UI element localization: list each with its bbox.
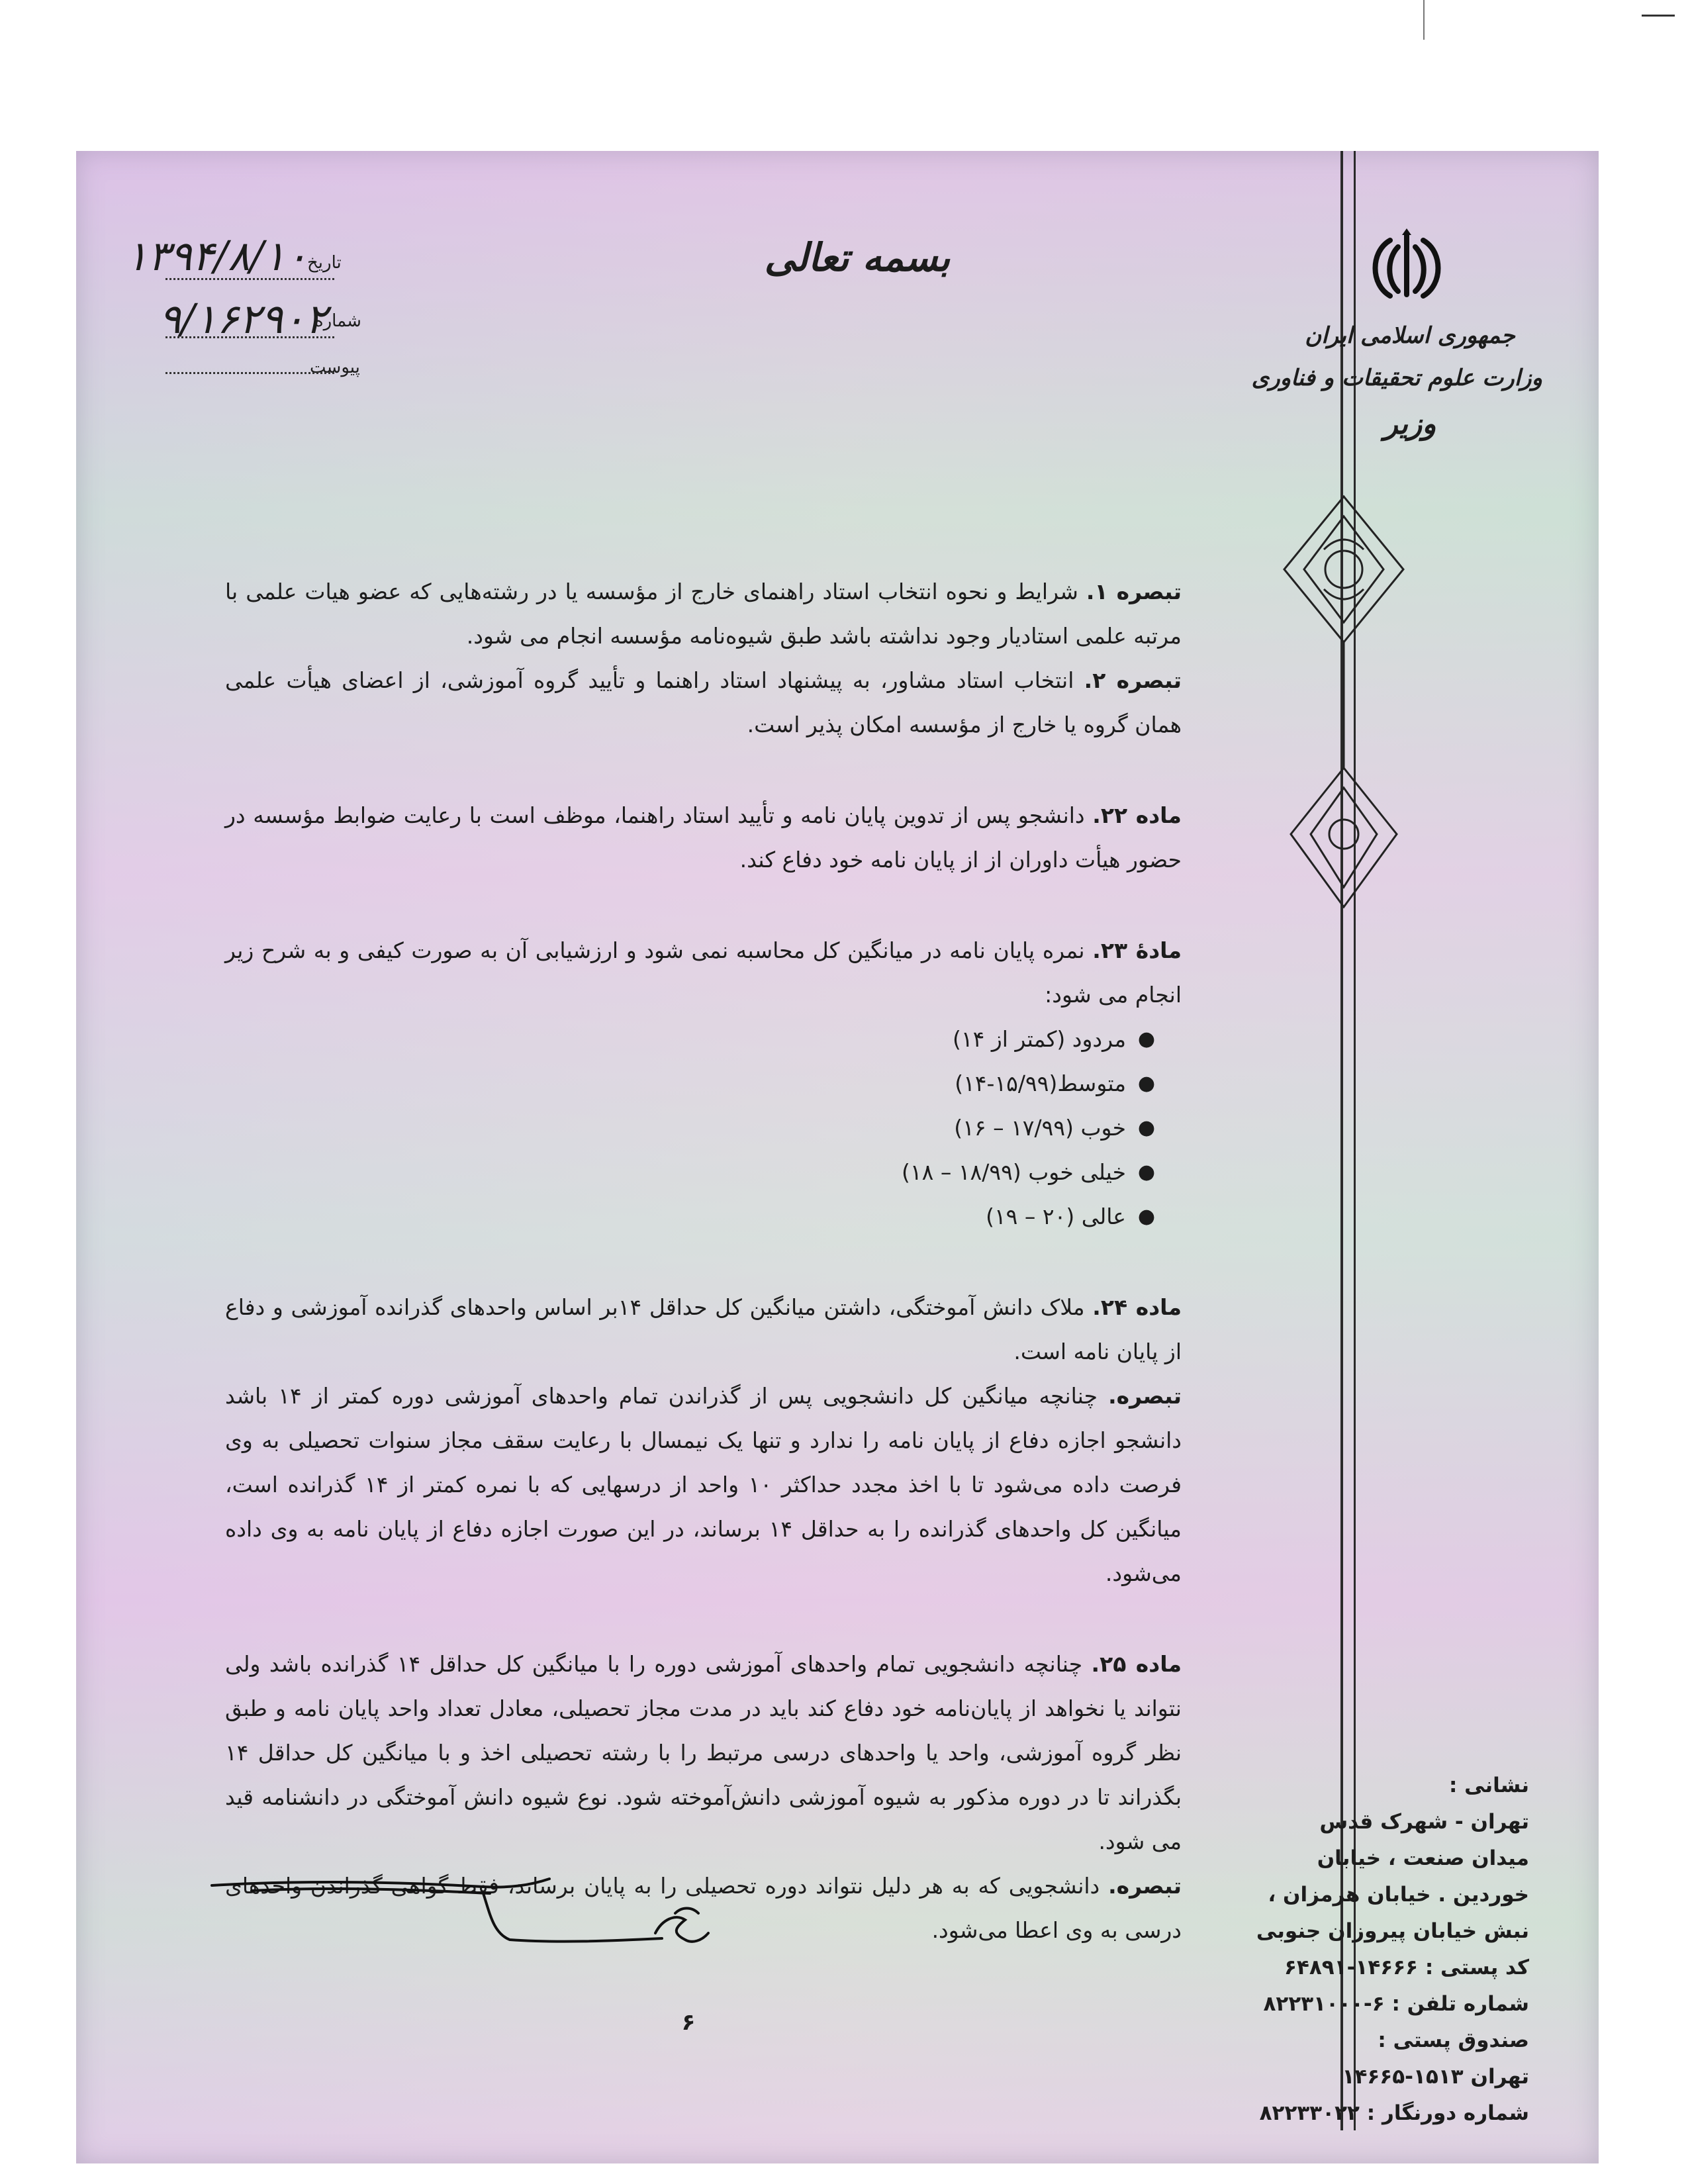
bullet-icon: ● [1137,1116,1155,1139]
scan-edge-mark [1423,0,1425,40]
article-25-label: ماده ۲۵. [1091,1651,1182,1677]
note-24-text: چنانچه میانگین کل دانشجویی پس از گذراندن تمام واحدهای آموزشی دوره کمتر از ۱۴ باشد دانشجو اجازه دفاع از پایان نامه را ندارد و تنها یک نیمسال با رعایت سقف مجاز سنوات تحصیلی به وی فرصت داده می‌شود تا با اخذ مجدد حداکثر ۱۰ واحد از درسهایی که با نمره کمتر از ۱۴ گذرانده است، میانگین کل واحدهای گذرانده را به حداقل ۱۴ برساند، در این صورت اجازه دفاع از پایان نامه به وی داده می‌شود. [225,1383,1182,1586]
address-label: نشانی : [1448,1774,1529,1797]
article-22-label: ماده ۲۲. [1092,802,1182,828]
article-24-text: ملاک دانش آموختگی، داشتن میانگین کل حداقل ۱۴بر اساس واحدهای گذرانده آموزشی و دفاع از پایان نامه است. [225,1294,1182,1364]
note-25-text: دانشجویی که به هر دلیل نتواند دوره تحصیلی را به پایان برساند، فقط گواهی گذراندن واحدهای درسی به وی اعطا می‌شود. [225,1873,1182,1943]
article-24-label: ماده ۲۴. [1092,1294,1182,1320]
article-23-paragraph [225,928,1182,1017]
list-item: ● متوسط(۱۵/۹۹-۱۴) [225,1061,1155,1106]
note-25-label: تبصره. [1108,1873,1182,1899]
list-item: ● مردود (کمتر از ۱۴) [225,1017,1155,1061]
note-2-text: انتخاب استاد مشاور، به پیشنهاد استاد راهنما و تأیید گروه آموزشی، از اعضای هیأت علمی همان گروه یا خارج از مؤسسه امکان پذیر است. [225,667,1182,737]
address-line: میدان صنعت ، خیابان [1317,1846,1529,1870]
bullet-icon: ● [1137,1027,1155,1051]
note-1-text: شرایط و نحوه انتخاب استاد راهنمای خارج از مؤسسه یا در رشته‌هایی که عضو هیات علمی با مرتبه علمی استادیار وجود نداشته باشد طبق شیوه‌نامه مؤسسه انجام می شود. [225,579,1182,649]
article-23-text: نمره پایان نامه در میانگین کل محاسبه نمی شود و ارزشیابی آن به صورت کیفی و به شرح زیر انجام می شود: [225,937,1182,1008]
address-line: تهران - شهرک قدس [1319,1810,1529,1834]
note-24-paragraph [225,1374,1182,1595]
note-24-label: تبصره. [1108,1383,1182,1409]
list-item: ● عالی (۲۰ – ۱۹) [225,1194,1155,1239]
number-value: ۹/۱۶۲۹۰۲ [159,295,327,343]
phone-number: شماره تلفن : ۶-۸۲۲۳۱۰۰۰ [1263,1992,1529,2016]
article-25-paragraph [225,1642,1182,1864]
attachment-label: پیوست [310,357,360,377]
grade-list [225,1017,1182,1239]
article-22-paragraph [225,793,1182,882]
article-22-text: دانشجو پس از تدوین پایان نامه و تأیید استاد راهنما، موظف است با رعایت ضوابط مؤسسه در حضور هیأت داوران از از پایان نامه خود دفاع کند. [225,802,1182,873]
date-label: تاریخ [307,253,342,273]
number-underline [165,336,334,338]
note-2-paragraph [225,658,1182,747]
letter-body [225,569,1182,1952]
letterhead [1251,314,1542,446]
list-item: ● خیلی خوب (۱۸/۹۹ – ۱۸) [225,1150,1155,1194]
bullet-icon: ● [1137,1072,1155,1095]
letterhead-country: جمهوری اسلامی ایران [1305,322,1515,349]
letterhead-ministry: وزارت علوم تحقیقات و فناوری [1251,365,1542,391]
list-item: ● خوب (۱۷/۹۹ – ۱۶) [225,1106,1155,1150]
page-number: ۶ [681,2009,696,2036]
number-label: شماره [314,311,361,331]
postal-code: کد پستی : ۱۴۶۶۶-۶۴۸۹۱ [1284,1956,1529,1979]
bullet-icon: ● [1137,1161,1155,1184]
date-underline [165,278,334,280]
signature [199,1867,728,1966]
po-box-label: صندوق پستی : [1378,2028,1529,2052]
article-23-label: مادهٔ ۲۳. [1092,937,1182,963]
address-block [1256,1768,1529,2132]
iran-emblem-icon [1364,228,1450,308]
page-title: بسمه تعالی [764,235,951,280]
po-box: تهران ۱۵۱۳-۱۴۶۶۵ [1342,2065,1529,2089]
article-24-paragraph [225,1285,1182,1374]
attachment-underline [165,372,334,374]
address-line: نبش خیابان پیروزان جنوبی [1256,1919,1529,1943]
note-1-paragraph [225,569,1182,658]
bullet-icon: ● [1137,1205,1155,1228]
fax-number: شماره دورنگار : ۸۲۲۳۳۰۲۲ [1259,2101,1529,2125]
address-line: خوردین . خیابان هرمزان ، [1268,1883,1529,1907]
article-25-text: چنانچه دانشجویی تمام واحدهای آموزشی دوره را با میانگین کل حداقل ۱۴ گذرانده باشد ولی نتواند یا نخواهد از پایان‌نامه خود دفاع کند باید در مدت مجاز تحصیلی، معادل تعداد واحد پایان نامه و طبق نظر گروه آموزشی، واحد یا واحدهای درسی مرتبط را با رشته تحصیلی اخذ و با میانگین کل حداقل ۱۴ بگذراند تا در دوره مذکور به شیوه آموزشی دانش‌آموخته شود. نوع شیوه دانش آموختگی در دانشنامه قید می شود. [225,1651,1182,1854]
note-2-label: تبصره ۲. [1084,667,1182,693]
note-1-label: تبصره ۱. [1086,579,1182,604]
date-value: ۱۳۹۴/۸/۱۰ [126,232,308,280]
ornament-decoration [1278,490,1410,920]
scan-edge-mark [1642,15,1675,17]
letterhead-title: وزیر [1383,407,1436,441]
